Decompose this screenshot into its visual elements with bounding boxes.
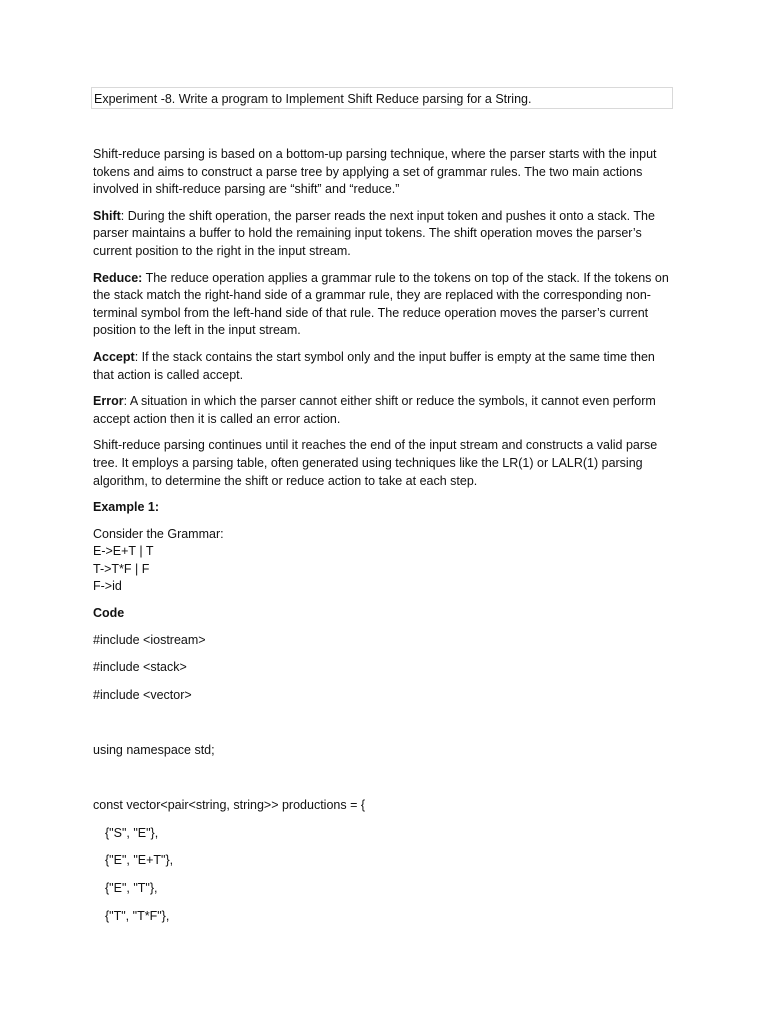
grammar-intro: Consider the Grammar:	[93, 526, 224, 541]
code-production-line: {"E", "E+T"},	[105, 853, 174, 868]
code-productions-decl: const vector<pair<string, string>> productions = {	[93, 798, 366, 813]
reduce-text: The reduce operation applies a grammar rule to the tokens on top of the stack. If the tokens on the stack match the right-hand side of a grammar rule, they are replaced with the corresponding non-terminal symbol from the left-hand side of that rule. The reduce operation moves the parser’s current position to the left in the input stream.	[93, 270, 669, 338]
code-heading: Code	[93, 606, 125, 621]
intro-paragraph: Shift-reduce parsing is based on a bottom-up parsing technique, where the parser starts with the input tokens and aims to construct a parse tree by applying a set of grammar rules. The two main actions involved in shift-reduce parsing are “shift” and “reduce.”	[93, 147, 657, 197]
document-body	[93, 146, 673, 935]
error-text: : A situation in which the parser cannot either shift or reduce the symbols, it cannot even perform accept action then it is called an error action.	[93, 394, 656, 426]
reduce-paragraph	[93, 270, 673, 340]
experiment-title: Experiment -8. Write a program to Implement Shift Reduce parsing for a String.	[91, 87, 673, 109]
code-production-line: {"E", "T"},	[105, 881, 158, 895]
grammar-rule: E->E+T | T	[93, 544, 154, 559]
code-production-line: {"S", "E"},	[105, 825, 159, 840]
blank-line	[93, 770, 673, 788]
shift-label: Shift	[93, 208, 121, 223]
example-heading: Example 1:	[93, 500, 160, 515]
accept-paragraph	[93, 349, 673, 384]
accept-text: : If the stack contains the start symbol only and the input buffer is empty at the same time then that action is called accept.	[93, 349, 655, 382]
blank-line	[93, 714, 673, 732]
reduce-label: Reduce:	[93, 270, 143, 285]
grammar-block	[93, 526, 673, 596]
grammar-rule: T->T*F | F	[93, 561, 150, 576]
code-include-stack: #include <stack>	[93, 660, 187, 675]
code-include-vector: #include <vector>	[93, 687, 192, 702]
error-label: Error	[93, 394, 124, 409]
code-using-namespace: using namespace std;	[93, 743, 215, 758]
shift-text: : During the shift operation, the parser reads the next input token and pushes it onto a stack. The parser maintains a buffer to hold the remaining input tokens. The shift operation moves the parser’s current position to the right in the input stream.	[93, 208, 655, 258]
accept-label: Accept	[93, 349, 135, 364]
error-paragraph	[93, 393, 673, 428]
continues-paragraph: Shift-reduce parsing continues until it reaches the end of the input stream and constructs a valid parse tree. It employs a parsing table, often generated using techniques like the LR(1) or LALR(1) parsing algorithm, to determine the shift or reduce action to take at each step.	[93, 438, 658, 488]
shift-paragraph	[93, 208, 673, 261]
code-production-line: {"T", "T*F"},	[105, 908, 170, 923]
grammar-rule: F->id	[93, 579, 122, 594]
code-include-iostream: #include <iostream>	[93, 632, 206, 647]
